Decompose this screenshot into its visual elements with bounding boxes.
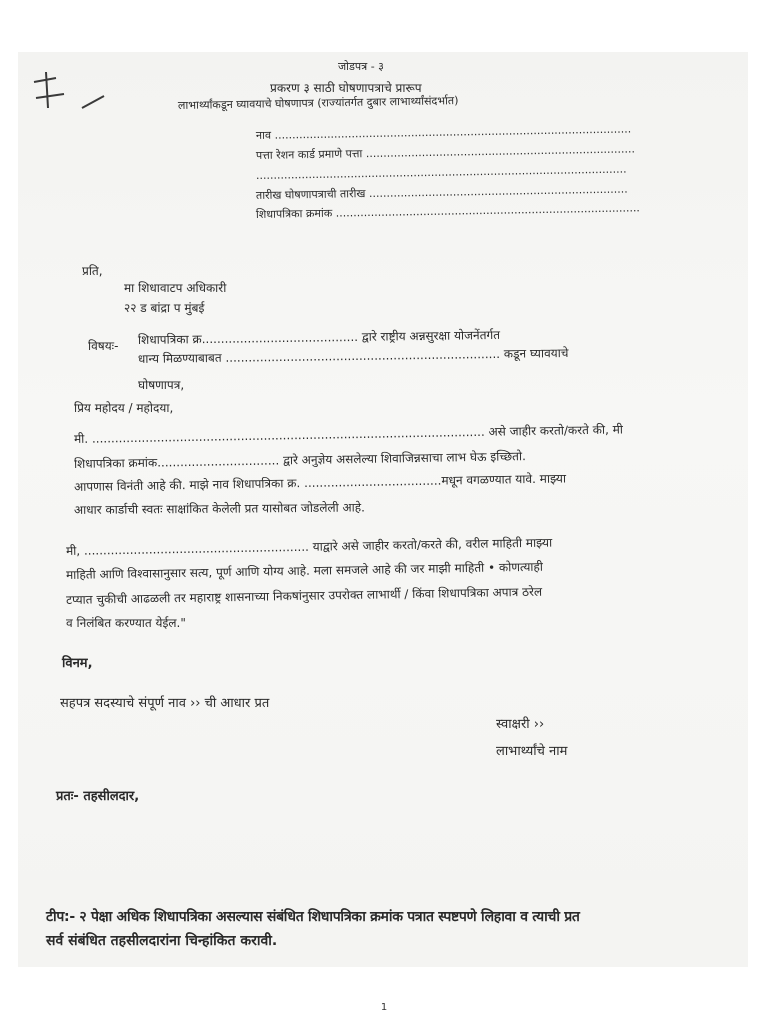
- form-subtitle: लाभार्थ्यांकडून घ्यावयाचे घोषणापत्र (राज्यांतर्गत दुबार लाभार्थ्यांसंदर्भात): [177, 94, 459, 112]
- enclosure-note: सहपत्र सदस्याचे संपूर्ण नाव ›› ची आधार प्रत: [60, 696, 270, 711]
- signature-label: स्वाक्षरी ››: [496, 717, 545, 732]
- subject-line-2: धान्य मिळण्याबाबत ........................................................................ कडून घ्यावयाचे: [137, 345, 569, 366]
- field-date: तारीख घोषणापत्राची तारीख ..........................................................................: [255, 182, 628, 202]
- note-line-1: टीप:- २ पेक्षा अधिक शिधापत्रिका असल्यास संबंधित शिधापत्रिका क्रमांक पत्रात स्पष्टपणे लिहावा व त्याची प्रत: [46, 909, 580, 925]
- para2-line-1: मी, ........................................................... याद्वारे असे जाहीर करतो/करते की, वरील माहिती माझ्या: [65, 535, 553, 558]
- field-ration-card: शिधापत्रिका क्रमांक .......................................................................................: [255, 201, 640, 221]
- copy-to: प्रतः- तहसीलदार,: [56, 789, 140, 804]
- field-address-continued: ..........................................................................................................: [255, 162, 627, 182]
- pen-mark-icon: [30, 68, 110, 113]
- subject-line-1: शिधापत्रिका क्र......................................... द्वारे राष्ट्रीय अन्नसुरक्षा योजनेंतर्गत: [137, 327, 501, 347]
- para2-line-2: माहिती आणि विश्वासानुसार सत्य, पूर्ण आणि योग्य आहे. मला समजले आहे की जर माझी माहिती • कोणत्याही: [65, 559, 544, 582]
- field-name: नाव ......................................................................................................: [255, 122, 632, 142]
- closing: विनम,: [62, 656, 93, 671]
- recipient-office: २२ ड बांद्रा प मुंबई: [124, 301, 205, 315]
- para2-line-3: टप्यात चुकीची आढळली तर महाराष्ट्र शासनाच्या निकषांनुसार उपरोक्त लाभार्थी / किंवा शिधापत्रिका अपात्र ठरेल: [65, 584, 543, 607]
- note-line-2: सर्व संबंधित तहसीलदारांना चिन्हांकित करावी.: [46, 933, 278, 949]
- para1-line-4: आधार कार्डाची स्वतः साक्षांकित केलेली प्रत यासोबत जोडलेली आहे.: [73, 500, 366, 517]
- para1-line-2: शिधापत्रिका क्रमांक................................ द्वारे अनुज्ञेय असलेल्या शिवाजिन्नसाचा लाभ घेऊ इच्छितो.: [73, 449, 526, 471]
- beneficiary-name: लाभार्थ्यांचे नाम: [496, 744, 568, 759]
- subject-label: विषयः-: [88, 339, 119, 353]
- recipient-to: प्रति,: [82, 264, 103, 278]
- form-title: प्रकरण ३ साठी घोषणापत्राचे प्रारूप: [270, 81, 422, 95]
- para2-line-4: व निलंबित करण्यात येईल.": [66, 616, 186, 630]
- salutation: प्रिय महोदय / महोदया,: [74, 401, 174, 415]
- para1-line-1: मी. ....................................................................................................... असे जाहीर करतो/करते की, मी: [73, 422, 624, 446]
- annex-label: जोडपत्र - ३: [338, 60, 384, 73]
- para1-line-3: आपणास विनंती आहे की. माझे नाव शिधापत्रिका क्र. ....................................मधून वगळण्यात यावे. माझ्या: [73, 471, 567, 494]
- page-number: 1: [380, 1002, 388, 1013]
- recipient-officer: मा शिधावाटप अधिकारी: [124, 281, 227, 295]
- field-address: पत्ता रेशन कार्ड प्रमाणे पत्ता .............................................................................: [255, 142, 636, 162]
- subject-line-3: घोषणापत्र,: [138, 378, 185, 392]
